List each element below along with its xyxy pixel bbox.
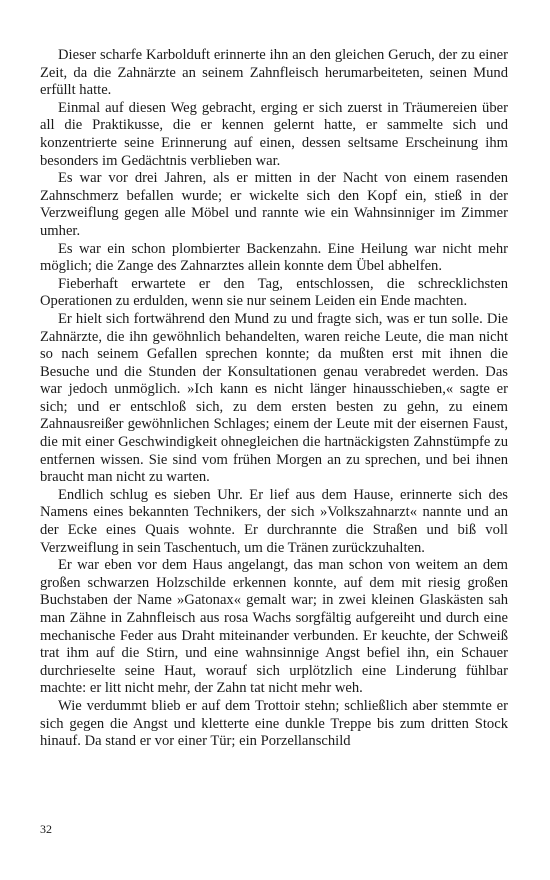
paragraph-4: Es war ein schon plombierter Backenzahn. Eine Heilung war nicht mehr möglich; die Zange des Zahnarztes allein konnte dem Übel abhelfen. [40,240,508,275]
paragraph-1: Dieser scharfe Karbolduft erinnerte ihn an den gleichen Geruch, der zu einer Zeit, da die Zahnärzte an seinem Zahnfleisch herumarbeiteten, seinen Mund erfüllt hatte. [40,47,508,99]
paragraph-8: Er war eben vor dem Haus angelangt, das man schon von weitem an dem großen schwarzen Holzschilde erkennen konnte, auf dem mit riesig großen Buchstaben der Name »Gatonax« gemalt war; in zwei kleinen Glaskästen sah man Zähne in Zahnfleisch aus rosa Wachs sorgfältig aufgereiht und durch eine mechanische Feder aus Draht miteinander verbunden. Er keuchte, der Schweiß trat ihm auf die Stirn, und eine wahnsinnige Angst befiel ihn, ein Schauer durchrieselte seine Haut, worauf sich urplötzlich eine Linderung fühlbar machte: er litt nicht mehr, der Zahn tat nicht mehr weh. [40,557,508,697]
page-number: 32 [40,822,52,836]
body-text [40,47,508,751]
paragraph-9: Wie verdummt blieb er auf dem Trottoir stehn; schließlich aber stemmte er sich gegen die Angst und kletterte eine dunkle Treppe bis zum dritten Stock hinauf. Da stand er vor einer Tür; ein Porzellanschild [40,697,508,750]
paragraph-5: Fieberhaft erwartete er den Tag, entschlossen, die schrecklichsten Operationen zu erdulden, wenn sie nur seinem Leiden ein Ende machten. [40,275,508,310]
paragraph-3: Es war vor drei Jahren, als er mitten in der Nacht von einem rasenden Zahnschmerz befallen wurde; er wickelte sich den Kopf ein, stieß in der Verzweiflung gegen alle Möbel und rannte wie ein Wahnsinniger im Zimmer umher. [40,170,508,239]
paragraph-2: Einmal auf diesen Weg gebracht, erging er sich zuerst in Träumereien über all die Praktikusse, die er kennen gelernt hatte, er sammelte sich und konzentrierte seine Erinnerung auf einen, dessen seltsame Erscheinung ihm besonders im Gedächtnis verblieben war. [40,99,508,169]
paragraph-6: Er hielt sich fortwährend den Mund zu und fragte sich, was er tun solle. Die Zahnärzte, die ihn gewöhnlich behandelten, waren reiche Leute, die man nicht so nach seinem Gefallen sprechen konnte; da mußten erst mit ihnen die Besuche und die Stunden der Konsultationen genau verabredet werden. Das war jedoch unmöglich. »Ich kann es nicht länger hinausschieben,« sagte er sich; und er entschloß sich, zu dem ersten besten zu gehn, zu einem Zahnausreißer gewöhnlichen Schlages; einem der Leute mit der eisernen Faust, die mit einer Geschwindigkeit ohnegleichen die hartnäckigsten Zahnstümpfe zu entfernen wissen. Sie sind vom frühen Morgen an zu sprechen, und bei ihnen braucht man nicht zu warten. [40,310,508,486]
paragraph-7: Endlich schlug es sieben Uhr. Er lief aus dem Hause, erinnerte sich des Namens eines bekannten Technikers, der sich »Volkszahnarzt« nannte und an der Ecke eines Quais wohnte. Er durchrannte die Straßen und biß voll Verzweiflung in sein Taschentuch, um die Tränen zurückzuhalten. [40,486,508,556]
